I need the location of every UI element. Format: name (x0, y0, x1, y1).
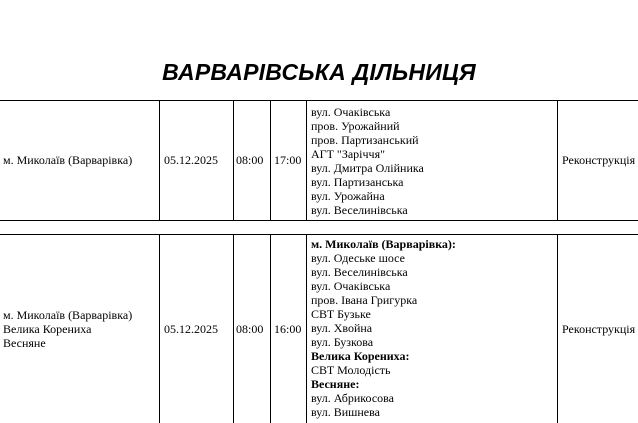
column-divider (159, 100, 160, 220)
reason-cell: Реконструкція (562, 321, 636, 336)
column-divider (233, 234, 234, 423)
street-name: вул. Бузкова (311, 335, 374, 349)
table-row (0, 234, 638, 423)
start-time-cell: 08:00 (236, 321, 264, 336)
column-divider (159, 234, 160, 423)
streets-cell (311, 234, 555, 423)
street-group-heading: м. Миколаїв (Варварівка): (311, 237, 456, 251)
street-name: вул. Веселинівська (311, 203, 408, 217)
street-name: вул. Партизанська (311, 175, 404, 189)
row-bottom-border (0, 220, 638, 221)
end-time-cell: 17:00 (274, 153, 302, 167)
street-name: пров. Урожайний (311, 119, 400, 133)
street-name: пров. Івана Григурка (311, 293, 418, 307)
column-divider (233, 100, 234, 220)
column-divider (270, 100, 271, 220)
place-name: Весняне (3, 335, 46, 350)
page-title: ВАРВАРІВСЬКА ДІЛЬНИЦЯ (162, 59, 476, 85)
street-name: АГТ "Заріччя" (311, 147, 385, 161)
column-divider (557, 234, 558, 423)
place-cell (3, 100, 158, 220)
place-name: м. Миколаїв (Варварівка) (3, 153, 133, 167)
streets-cell (311, 100, 555, 220)
street-name: вул. Вишнева (311, 405, 380, 419)
column-divider (306, 100, 307, 220)
place-name: м. Миколаїв (Варварівка) (3, 307, 133, 322)
date-cell: 05.12.2025 (164, 153, 218, 167)
table-row (0, 100, 638, 220)
street-name: СВТ Молодість (311, 363, 391, 377)
end-time-cell: 16:00 (274, 321, 302, 336)
place-name: Велика Корениха (3, 321, 92, 336)
date-cell: 05.12.2025 (164, 321, 218, 336)
start-time-cell: 08:00 (236, 153, 264, 167)
street-name: пров. Партизанський (311, 133, 419, 147)
column-divider (306, 234, 307, 423)
street-name: СВТ Бузьке (311, 307, 371, 321)
street-name: вул. Урожайна (311, 189, 385, 203)
street-name: вул. Одеське шосе (311, 251, 405, 265)
street-name: вул. Очаківська (311, 105, 391, 119)
column-divider (270, 234, 271, 423)
street-name: вул. Дмитра Олійника (311, 161, 424, 175)
street-group-heading: Велика Корениха: (311, 349, 410, 363)
street-name: вул. Абрикосова (311, 391, 394, 405)
street-group-heading: Весняне: (311, 377, 360, 391)
street-name: вул. Веселинівська (311, 265, 408, 279)
reason-cell: Реконструкція (562, 153, 636, 167)
place-cell (3, 234, 158, 423)
column-divider (557, 100, 558, 220)
street-name: вул. Хвойна (311, 321, 373, 335)
street-name: вул. Очаківська (311, 279, 391, 293)
